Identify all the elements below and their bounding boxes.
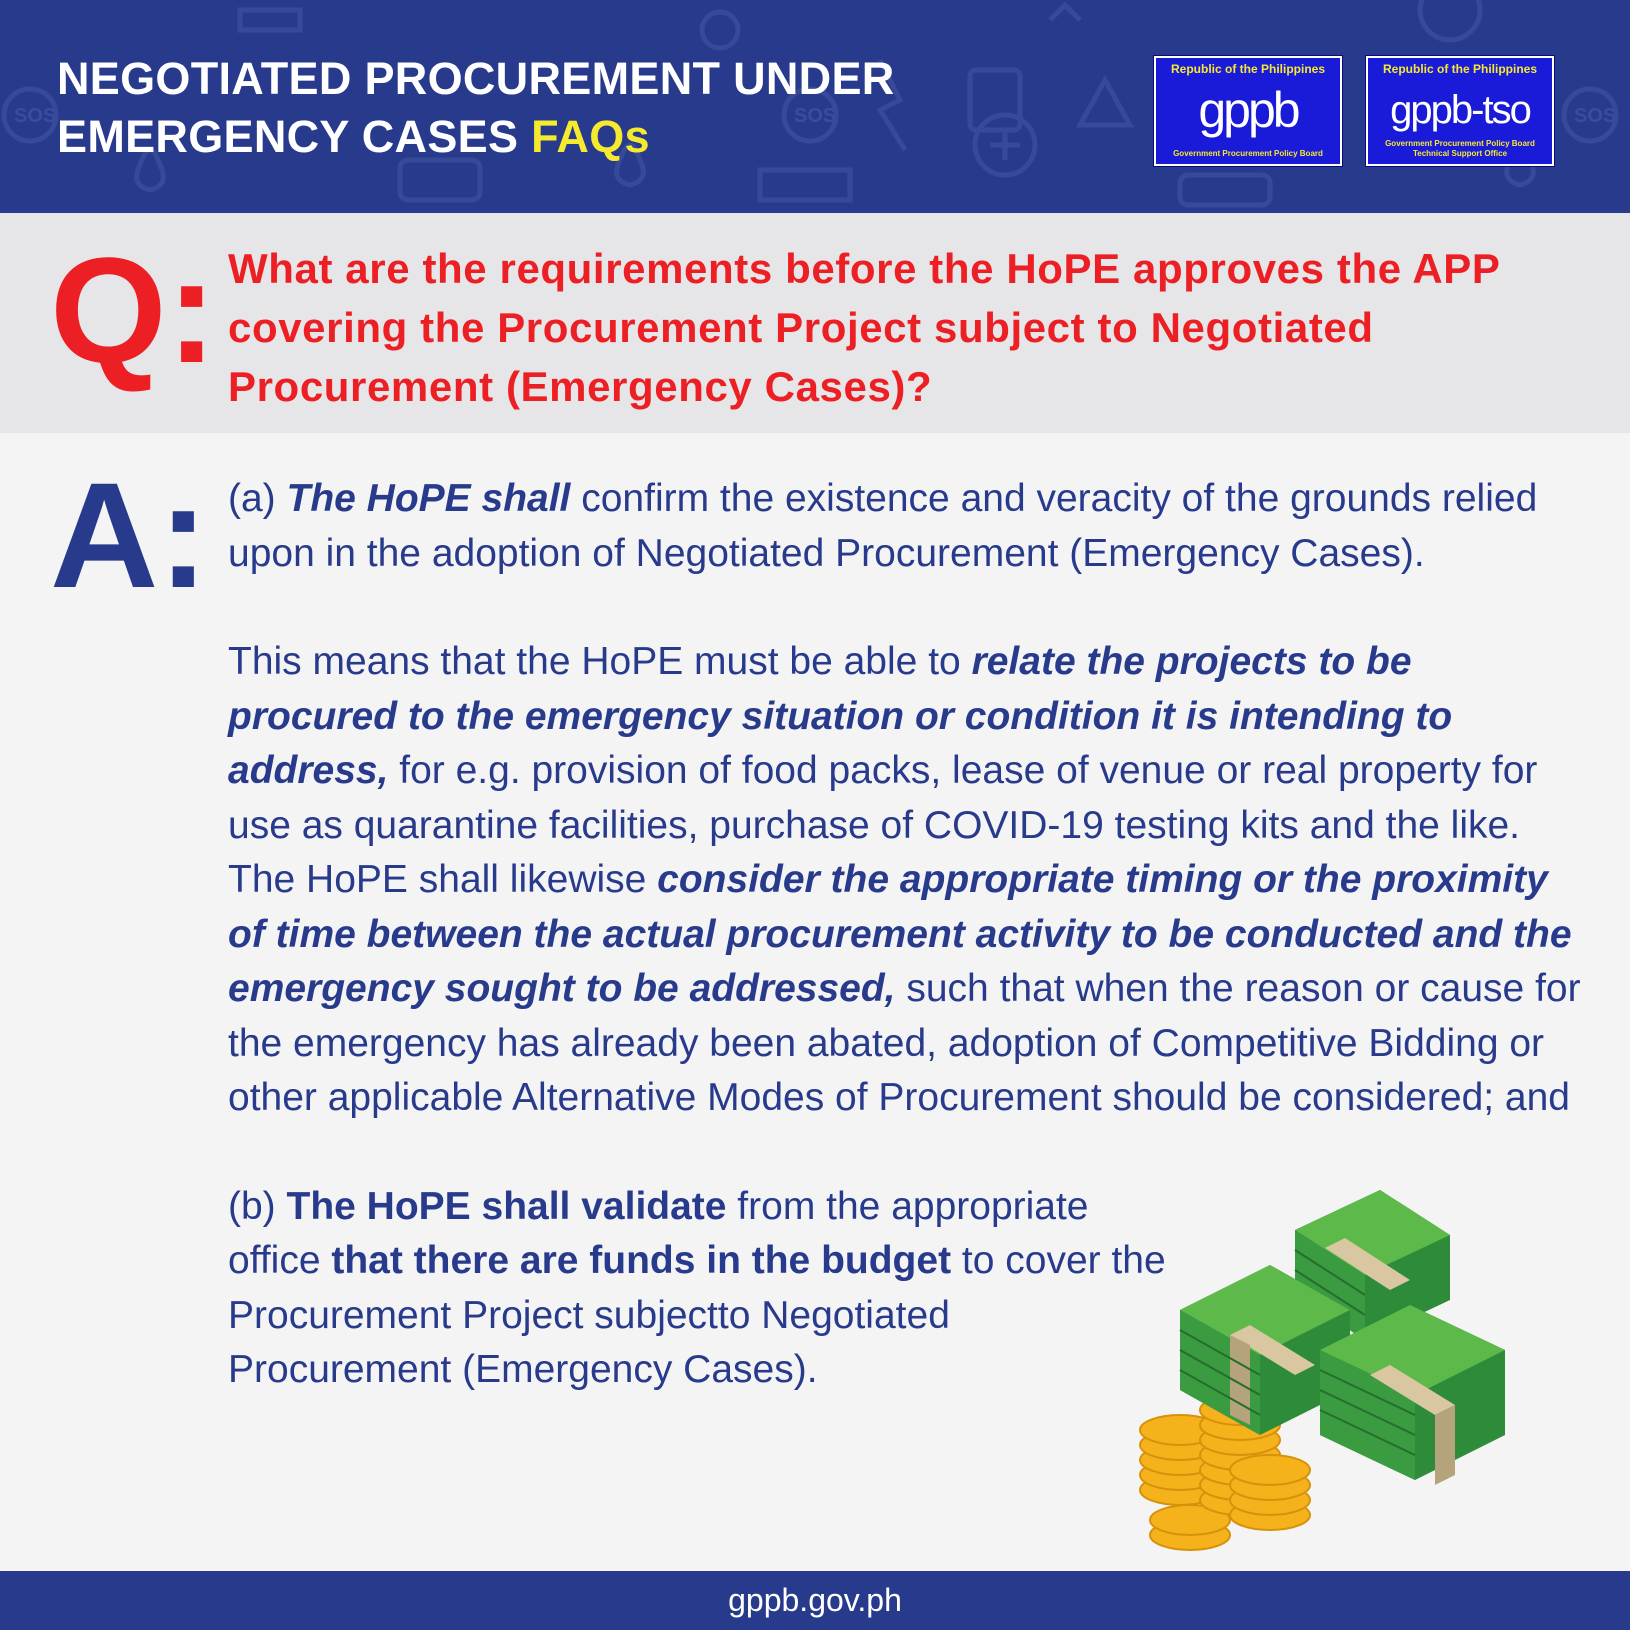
p3-span-2: The HoPE shall validate xyxy=(286,1184,727,1228)
answer-paragraph-b xyxy=(228,1180,1168,1398)
title-line-2 xyxy=(57,108,895,166)
gppb-tso-logo-bottom-text xyxy=(1368,139,1552,159)
gppb-logo-bottom-line-1: Government Procurement Policy Board xyxy=(1173,149,1323,158)
answer-paragraph-explanation xyxy=(228,635,1588,1126)
p3-span-5: to cover the Procurement Project subjectto Negotiated Procurement (Emergency Cases). xyxy=(228,1239,1166,1391)
website-link[interactable]: gppb.gov.ph xyxy=(728,1582,902,1618)
p1-span-2: The HoPE shall xyxy=(286,477,571,520)
p2-span-1: This means that the HoPE must be able to xyxy=(228,640,972,683)
gppb-logo-bottom-text xyxy=(1156,149,1340,159)
gppb-logo xyxy=(1154,56,1342,166)
title-line-1: NEGOTIATED PROCUREMENT UNDER xyxy=(57,53,895,104)
p2-span-4: consider the appropriate timing or the proximity of time between the actual procurement activity to be conducted and the emergency sought to be addressed, xyxy=(228,858,1572,1010)
title-emergency-cases: EMERGENCY CASES xyxy=(57,111,519,162)
p3-span-1: (b) xyxy=(228,1184,287,1228)
page-title xyxy=(57,50,895,166)
p2-span-3: for e.g. provision of food packs, lease of venue or real property for use as quarantine facilities, purchase of COVID-19 testing kits and the like. The HoPE shall likewise xyxy=(228,749,1538,901)
gppb-tso-logo-bottom-line-2: Technical Support Office xyxy=(1412,149,1508,158)
p1-span-3: confirm the existence and veracity of the grounds relied upon in the adoption of Negotiated Procurement (Emergency Cases). xyxy=(228,477,1538,575)
svg-text:SOS: SOS xyxy=(794,105,837,127)
header-banner xyxy=(0,0,1630,213)
p2-span-5: such that when the reason or cause for the emergency has already been abated, adoption of Competitive Bidding or other applicable Alternative Modes of Procurement should be considered; and xyxy=(228,967,1581,1119)
footer-bar xyxy=(0,1571,1630,1630)
answer-label: A: xyxy=(50,451,209,619)
gppb-logo-mark: gppb xyxy=(1198,82,1298,138)
gppb-logo-top-text: Republic of the Philippines xyxy=(1170,62,1325,76)
title-faqs: FAQs xyxy=(531,111,650,162)
p1-span-1: (a) xyxy=(228,477,287,520)
gppb-tso-logo xyxy=(1366,56,1554,166)
svg-text:SOS: SOS xyxy=(14,105,57,127)
question-text: What are the requirements before the HoPE approves the APP covering the Procurement Project subject to Negotiated Procurement (Emergency Cases)? xyxy=(228,245,1500,410)
gppb-tso-logo-mark: gppb-tso xyxy=(1390,88,1530,132)
money-stack-illustration xyxy=(1120,1190,1580,1570)
gppb-tso-logo-bottom-line-1: Government Procurement Policy Board xyxy=(1385,139,1535,148)
svg-text:SOS: SOS xyxy=(1574,105,1617,127)
gppb-tso-logo-top-text: Republic of the Philippines xyxy=(1382,62,1537,76)
answer-paragraph-a xyxy=(228,472,1568,581)
p3-span-3: from the appropriate office xyxy=(228,1184,1089,1282)
question-label: Q: xyxy=(50,226,217,394)
p3-span-4: that there are funds in the budget xyxy=(331,1239,952,1282)
p2-span-2: relate the projects to be procured to the emergency situation or condition it is intending to address, xyxy=(228,640,1453,792)
